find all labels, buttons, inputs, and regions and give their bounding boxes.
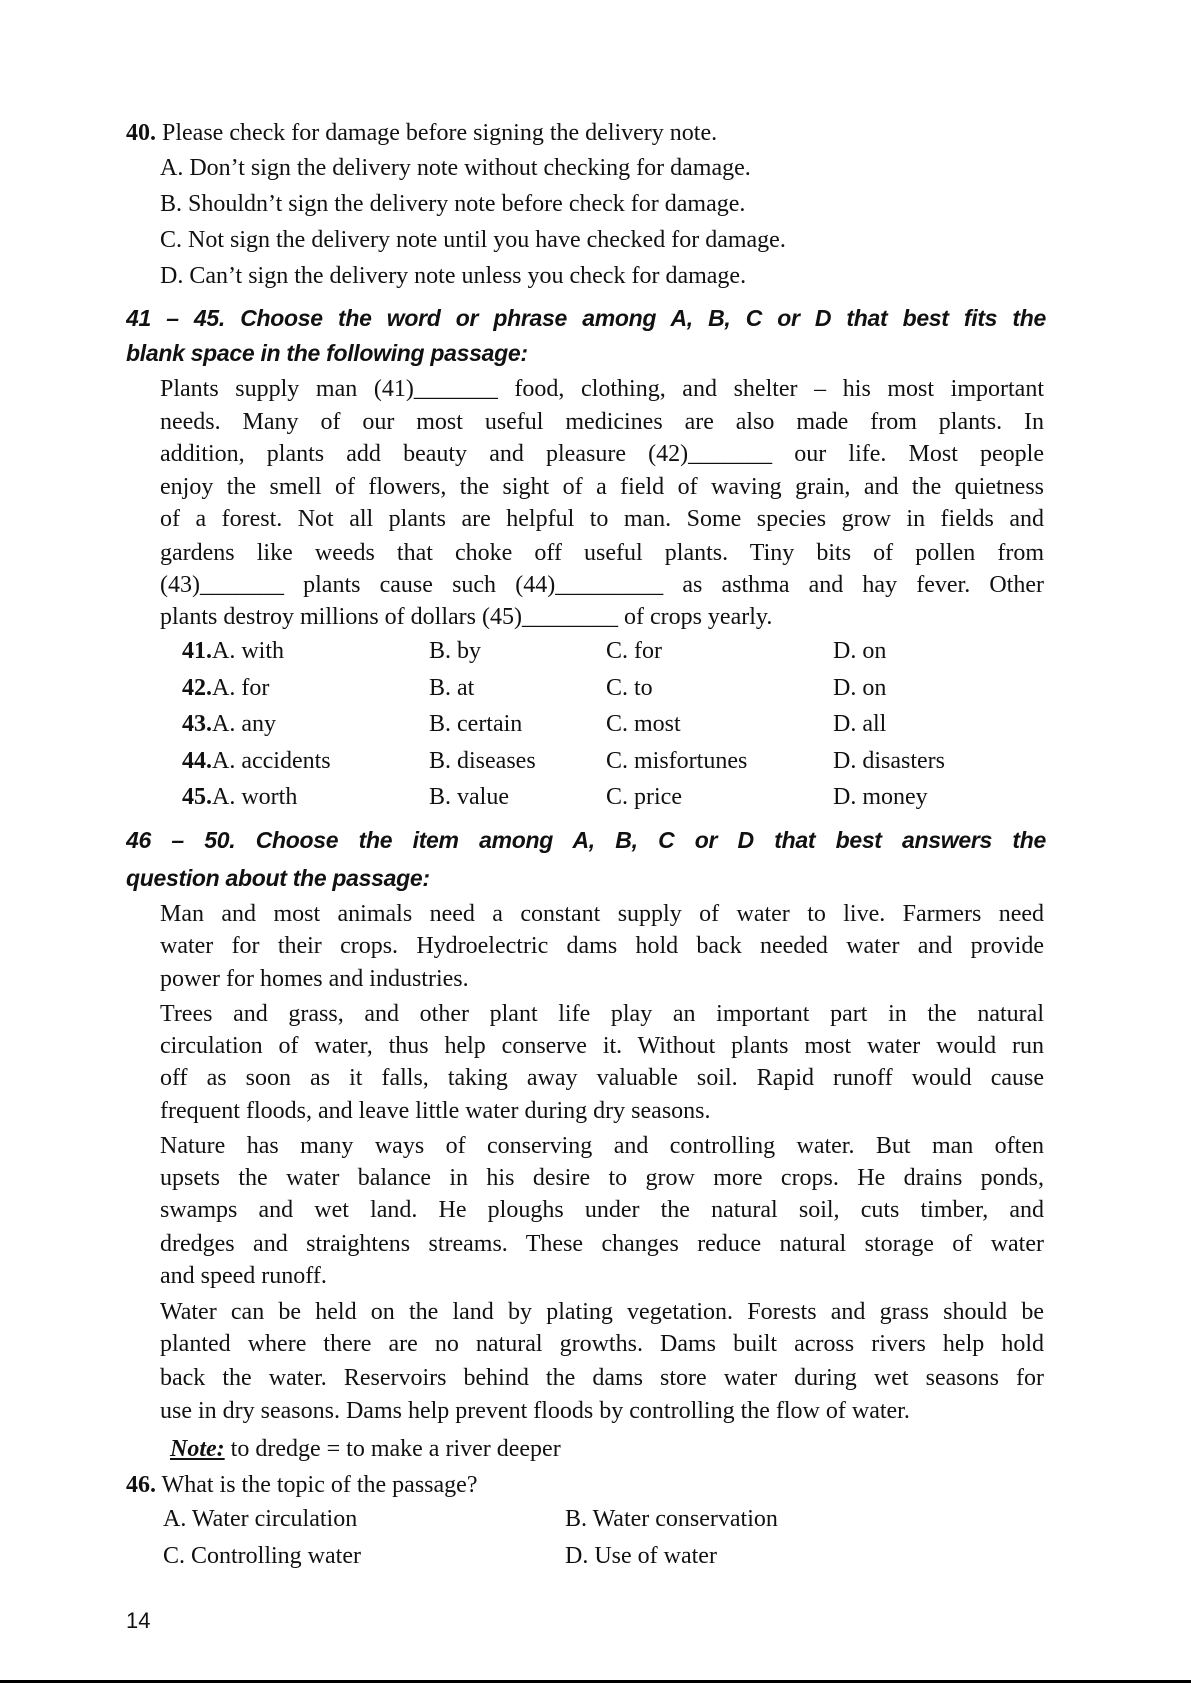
page-number: 14 (126, 1608, 151, 1633)
passage-line: power for homes and industries. (160, 966, 469, 992)
passage-line: planted where there are no natural growths. Dams built across rivers help hold (160, 1331, 1044, 1357)
passage-line: and speed runoff. (160, 1263, 327, 1289)
passage-line: Trees and grass, and other plant life play an important part in the natural (160, 1001, 1044, 1027)
option-b: B. value (429, 784, 509, 810)
option-a: A. for (212, 675, 270, 701)
passage-line: upsets the water balance in his desire to grow more crops. He drains ponds, (160, 1165, 1044, 1191)
passage-line: swamps and wet land. He ploughs under the natural soil, cuts timber, and (160, 1197, 1044, 1223)
option-c: C. Not sign the delivery note until you have checked for damage. (160, 227, 786, 253)
note-label: Note: (170, 1436, 225, 1462)
option-d: D. Use of water (565, 1543, 717, 1569)
option-b: B. diseases (429, 748, 536, 774)
option-c: C. to (606, 675, 653, 701)
option-d: D. Can’t sign the delivery note unless you check for damage. (160, 263, 747, 289)
passage-line: circulation of water, thus help conserve it. Without plants most water would run (160, 1033, 1044, 1059)
question-stem: Please check for damage before signing the delivery note. (162, 120, 718, 146)
passage-line: use in dry seasons. Dams help prevent floods by controlling the flow of water. (160, 1398, 910, 1424)
option-d: D. money (833, 784, 928, 810)
passage-line: off as soon as it falls, taking away valuable soil. Rapid runoff would cause (160, 1065, 1044, 1091)
question-40 (126, 119, 717, 147)
note-text: to dredge = to make a river deeper (224, 1436, 561, 1462)
option-c: C. misfortunes (606, 748, 748, 774)
question-number: 40. (126, 120, 156, 146)
option-a: A. Don’t sign the delivery note without checking for damage. (160, 155, 751, 181)
option-b: B. Shouldn’t sign the delivery note before check for damage. (160, 191, 746, 217)
question-number: 43. (182, 711, 212, 737)
question-number: 45. (182, 784, 212, 810)
note (170, 1435, 561, 1463)
option-d: D. all (833, 711, 887, 737)
passage-line: frequent floods, and leave little water during dry seasons. (160, 1098, 711, 1124)
passage-line: Nature has many ways of conserving and controlling water. But man often (160, 1133, 1044, 1159)
option-c: C. most (606, 711, 681, 737)
passage-line: enjoy the smell of flowers, the sight of a field of waving grain, and the quietness (160, 474, 1044, 500)
section-heading: blank space in the following passage: (126, 340, 528, 366)
option-d: D. disasters (833, 748, 945, 774)
option-b: B. Water conservation (565, 1506, 778, 1532)
option-b: B. by (429, 638, 482, 664)
passage-line: water for their crops. Hydroelectric dams hold back needed water and provide (160, 933, 1044, 959)
option-d: D. on (833, 638, 887, 664)
passage-line: needs. Many of our most useful medicines are also made from plants. In (160, 409, 1044, 435)
option-a: A. with (212, 638, 284, 664)
question-number: 44. (182, 748, 212, 774)
passage-line: Plants supply man (41)_______ food, clothing, and shelter – his most important (160, 376, 1044, 402)
passage-line: gardens like weeds that choke off useful plants. Tiny bits of pollen from (160, 540, 1044, 566)
passage-line: Water can be held on the land by plating vegetation. Forests and grass should be (160, 1299, 1044, 1325)
section-heading: 41 – 45. Choose the word or phrase among A, B, C or D that best fits the (126, 305, 1046, 331)
passage-line: plants destroy millions of dollars (45)________ of crops yearly. (160, 604, 773, 630)
passage-line: Man and most animals need a constant supply of water to live. Farmers need (160, 901, 1044, 927)
option-a: A. Water circulation (163, 1506, 358, 1532)
option-c: C. price (606, 784, 682, 810)
option-b: B. certain (429, 711, 523, 737)
option-a: A. accidents (212, 748, 331, 774)
option-c: C. Controlling water (163, 1543, 361, 1569)
passage-line: dredges and straightens streams. These changes reduce natural storage of water (160, 1231, 1044, 1257)
question-number: 46. (126, 1472, 156, 1498)
passage-line: of a forest. Not all plants are helpful to man. Some species grow in fields and (160, 506, 1044, 532)
question-number: 41. (182, 638, 212, 664)
question-46 (126, 1471, 477, 1499)
question-stem: What is the topic of the passage? (161, 1472, 478, 1498)
passage-line: (43)_______ plants cause such (44)_________ as asthma and hay fever. Other (160, 572, 1044, 598)
option-d: D. on (833, 675, 887, 701)
option-c: C. for (606, 638, 662, 664)
option-a: A. worth (212, 784, 298, 810)
question-number: 42. (182, 675, 212, 701)
passage-line: addition, plants add beauty and pleasure (42)_______ our life. Most people (160, 441, 1044, 467)
option-a: A. any (212, 711, 276, 737)
section-heading: 46 – 50. Choose the item among A, B, C or D that best answers the (126, 827, 1046, 853)
section-heading: question about the passage: (126, 865, 430, 891)
option-b: B. at (429, 675, 475, 701)
passage-line: back the water. Reservoirs behind the dams store water during wet seasons for (160, 1365, 1044, 1391)
